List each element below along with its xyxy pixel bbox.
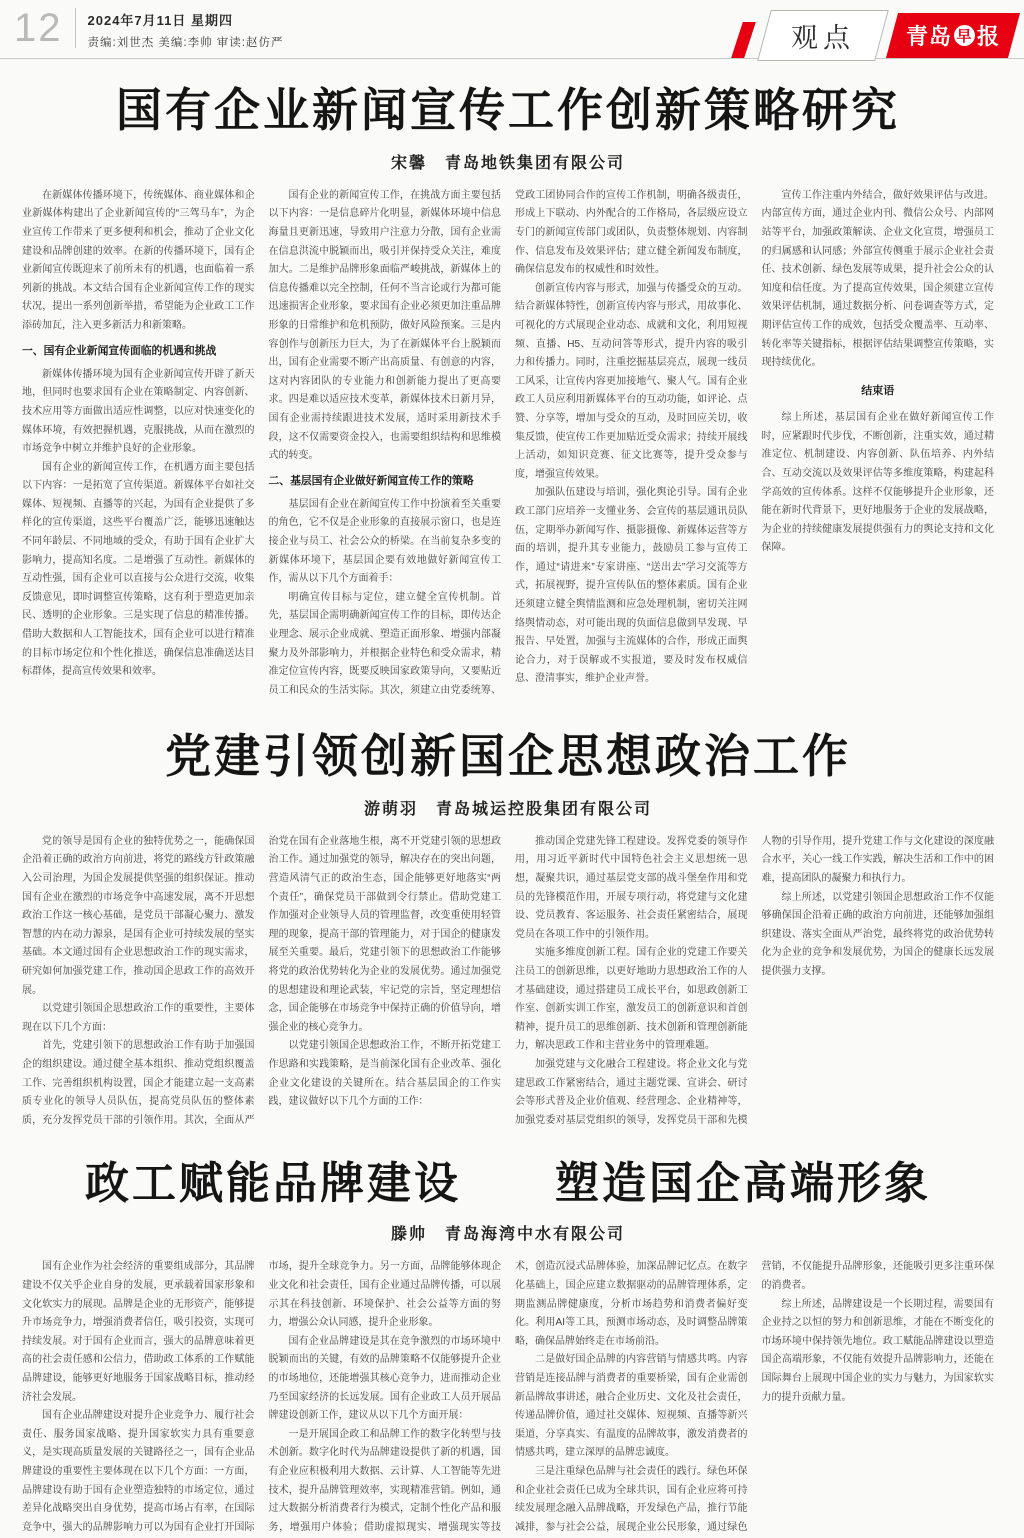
article-3-title: 政工赋能品牌建设 塑造国企高端形象 (85, 1158, 931, 1208)
header-left (10, 6, 283, 50)
body-paragraph: 首先，党建引领下的思想政治工作有助于加强国企的组织建设。通过健全基本组织、推动党组织覆盖工作、完善组织机构设置，国企才能建立起一支高素质专业化的领导人员队伍，提高党员队伍的整体素质，充分发挥党员干部的引领作用。其次，全面从严治党在国有企业落地生根，离不开党建引领的思想政治工作。通过加强党的领导，解决存在的突出问题，营造风清气正的政治生态，国企能够更好地落实“两个责任”，确保党员干部做到令行禁止。借助党建工作加强对企业领导人员的管理监督，改变重使用轻管理的现象，提高干部的管理能力，对于国企的健康发展至关重要。最后，党建引领下的思想政治工作能够将党的政治优势转化为企业的发展优势。通过加强党的思想建设和理论武装，牢记党的宗旨，坚定理想信念，国企能够在市场竞争中保持正确的价值导向，增强企业的核心竞争力。 (22, 835, 501, 1126)
page-number: 12 (14, 6, 63, 50)
body-paragraph: 综上所述，品牌建设是一个长期过程，需要国有企业持之以恒的努力和创新思维，才能在不断变化的市场环境中保持领先地位。政工赋能品牌建设以塑造国企高端形象，不仅能有效提升品牌影响力，还能在国际舞台上展现中国企业的实力与魅力，为国家软实力的提升贡献力量。 (761, 1298, 994, 1403)
article-2-body (22, 833, 994, 1131)
header-right (737, 10, 1014, 61)
article-1-title: 国有企业新闻宣传工作创新策略研究 (116, 85, 900, 136)
body-paragraph: 国有企业品牌建设对提升企业竞争力、履行社会责任、服务国家战略、提升国家软实力具有重要意义，是实现高质量发展的关键路径之一，国有企业品牌建设的重要性主要体现在以下几个方面：一方面，品牌建设有助于国有企业塑造独特的市场定位，通过差异化战略突出自身优势，提高市场占有率，在国际竞争中，强大的品牌影响力可以为国有企业打开国际市场，提升全球竞争力。另一方面，品牌能够体现企业文化和社会责任，国有企业通过品牌传播，可以展示其在科技创新、环境保护、社会公益等方面的努力，增强公众认同感，提升企业形象。 (22, 1261, 501, 1533)
masthead-text (906, 20, 1000, 51)
body-paragraph: 以党建引领国企思想政治工作的重要性，主要体现在以下几个方面： (22, 1003, 255, 1033)
masthead-text-post: 报 (976, 24, 1000, 49)
body-paragraph: 创新宣传内容与形式，加强与传播受众的互动。结合新媒体特性，创新宣传内容与形式，用故事化、可视化的方式展现企业动态、成就和文化，利用短视频、直播、H5、互动问答等形式，提升内容的吸引力和传播力。同时，注重挖掘基层亮点，展现一线员工风采，让宣传内容更加接地气、聚人气。国有企业政工人员应利用新媒体平台的互动功能，如评论、点赞、分享等，增加与受众的互动，及时回应关切，收集反馈，使宣传工作更加贴近受众需求；持续开展线上活动，如知识竞赛、征文比赛等，提升受众参与度，增强宣传效果。 (515, 282, 748, 480)
body-paragraph: 综上所述，基层国有企业在做好新闻宣传工作时，应紧跟时代步伐，不断创新，注重实效，通过精准定位、机制建设、内容创新、队伍培养、内外结合、互动交流以及效果评估等多维度策略，构建起科学高效的宣传体系。这样不仅能够提升企业形象，还能在新时代背景下，更好地服务于企业的发展战略，为企业的持续健康发展提供强有力的舆论支持和文化保障。 (761, 412, 994, 554)
article-3-byline: 滕帅 青岛海湾中水有限公司 (390, 1226, 625, 1244)
body-paragraph: 宣传工作注重内外结合，做好效果评估与改进。内部宣传方面，通过企业内刊、微信公众号、内部网站等平台，加强政策解读、企业文化宣贯，增强员工的归属感和认同感；外部宣传侧重于展示企业社会责任、技术创新、绿色发展等成果，提升社会公众的认知度和信任度。为了提高宣传效果，国企须建立宣传效果评估机制，通过数据分析、问卷调查等方式，定期评估宣传工作的成效，包括受众覆盖率、互动率、转化率等关键指标，根据评估结果调整宣传策略，实现持续优化。 (761, 189, 994, 369)
body-paragraph: 加强队伍建设与培训，强化舆论引导。国有企业政工部门应培养一支懂业务、会宣传的基层通讯员队伍，定期举办新闻写作、摄影摄像、新媒体运营等方面的培训，提升其专业能力，鼓励员工参与宣传工作，通过“请进来”专家讲座、“送出去”学习交流等方式，拓展视野，提升宣传队伍的整体素质。国有企业还须建立健全舆情监测和应急处理机制，密切关注网络舆情动态，对可能出现的负面信息做到早发现、早报告、早处置，加强与主流媒体的合作，形成正面舆论合力，对于误解或不实报道，要及时发布权威信息、澄清事实，维护企业声誉。 (515, 487, 748, 685)
edition-date: 2024年7月11日 星期四 (87, 13, 234, 28)
body-paragraph: 实施多维度创新工程。国有企业的党建工作要关注员工的创新思维，以更好地助力思想政治工作的人才基础建设，通过搭建员工成长平台，如思政创新工作室、创新实训工作室，激发员工的创新意识和首创精神，提升员工的思维创新、技术创新和管理创新能力，解决思政工作和主营业务中的管理难题。 (515, 947, 748, 1052)
body-paragraph: 党的领导是国有企业的独特优势之一，能确保国企沿着正确的政治方向前进，将党的路线方针政策融入公司治理，为国企发展提供坚强的组织保证。推动国有企业在激烈的市场竞争中高速发展，离不开思想政治工作这一核心基础，是党员干部凝心聚力、激发智慧的内在动力源泉，是国有企业可持续发展的坚实基础。本文通过国有企业思想政治工作的现实需求，研究如何加强党建工作，推动国企思政工作的高效开展。 (22, 835, 255, 996)
body-paragraph: 国有企业作为社会经济的重要组成部分，其品牌建设不仅关乎企业自身的发展，更承载着国家形象和文化软实力的展现。品牌是企业的无形资产，能够提升市场竞争力，增强消费者信任，吸引投资，实现可持续发展。对于国有企业而言，强大的品牌意味着更高的社会责任感和公信力，借助政工体系的工作赋能品牌建设，能够更好地服务于国家战略目标，推动经济社会发展。 (22, 1261, 255, 1403)
section-box (757, 10, 889, 61)
section-heading: 二、基层国有企业做好新闻宣传工作的策略 (268, 474, 474, 487)
body-paragraph: 国有企业的新闻宣传工作，在挑战方面主要包括以下内容：一是信息碎片化明显，新媒体环境中信息海量且更新迅速，导致用户注意力分散，国有企业需在信息洪流中脱颖而出，吸引并保持受众关注，难度加大。二是维护品牌形象面临严峻挑战，新媒体上的信息传播难以完全控制，任何不当言论或行为都可能迅速损害企业形象，要求国有企业必须更加注重品牌形象的日常维护和危机预防，做好风险预案。三是内容创作与创新压力巨大，为了在新媒体平台上脱颖而出，国有企业需要不断产出高质量、有创意的内容，这对内容团队的专业能力和创新能力提出了更高要求。四是难以适应技术变革，新媒体技术日新月异，国有企业需持续跟进技术发展，适时采用新技术手段，这不仅需要资金投入，也需要组织结构和思维模式的转变。 (268, 189, 501, 462)
body-paragraph: 基层国有企业在新闻宣传工作中扮演着至关重要的角色，它不仅是企业形象的直接展示窗口，也是连接企业与员工、社会公众的桥梁。在当前复杂多变的新媒体环境下，基层国企要有效地做好新闻宣传工作，需从以下几个方面着手： (268, 498, 501, 585)
article-1-byline: 宋馨 青岛地铁集团有限公司 (390, 154, 625, 172)
header-meta (76, 6, 284, 50)
body-paragraph: 三是注重绿色品牌与社会责任的践行。绿色环保和企业社会责任已成为全球共识，国有企业应将可持续发展理念融入品牌战略，开发绿色产品，推行节能减排，参与社会公益，展现企业公民形象，通过绿色营销，不仅能提升品牌形象，还能吸引更多注重环保的消费者。 (515, 1261, 994, 1533)
body-paragraph: 在新媒体传播环境下，传统媒体、商业媒体和企业新媒体构建出了企业新闻宣传的“三驾马车”，为企业宣传工作带来了更多便利和机会，推动了企业文化建设和品牌创建的效率。在新的传播环境下，国有企业新闻宣传既迎来了前所未有的机遇，也面临着一系列新的挑战。本文结合国有企业新闻宣传工作的现实状况，提出一系列创新举措，希望能为企业政工工作添砖加瓦，注入更多新活力和新策略。 (22, 189, 255, 332)
article-3-body (22, 1258, 994, 1538)
editors-line: 责编:刘世杰 美编:李帅 审读:赵仿严 (87, 37, 284, 49)
body-paragraph: 推动国企党建先锋工程建设。发挥党委的领导作用，用习近平新时代中国特色社会主义思想统一思想，凝聚共识，通过基层党支部的战斗堡垒作用和党员的先锋模范作用，开展专项行动，将党建与文化建设、党员教育、客运服务、社会责任紧密结合，展现党员在各项工作中的引领作用。 (515, 835, 748, 940)
masthead-emblem: 早 (954, 25, 975, 46)
body-paragraph: 一是开展国企政工和品牌工作的数字化转型与技术创新。数字化时代为品牌建设提供了新的机遇，国有企业应积极利用大数据、云计算、人工智能等先进技术，提升品牌管理效率，实现精准营销。例如，通过大数据分析消费者行为模式，定制个性化产品和服务，增强用户体验；借助虚拟现实、增强现实等技术，创造沉浸式品牌体验，加深品牌记忆点。在数字化基础上，国企应建立数据驱动的品牌管理体系，定期监测品牌健康度，分析市场趋势和消费者偏好变化。利用AI等工具，预测市场动态，及时调整品牌策略，确保品牌始终走在市场前沿。 (268, 1261, 748, 1533)
section-label: 观点 (790, 23, 855, 53)
article-2 (0, 731, 1024, 1131)
body-paragraph: 综上所述，以党建引领国企思想政治工作不仅能够确保国企沿着正确的政治方向前进，还能够加强组织建设、落实全面从严治党，最终将党的政治优势转化为企业的竞争和发展优势，为国企的健康长远发展提供强力支撑。 (761, 891, 994, 977)
body-paragraph: 新媒体传播环境为国有企业新闻宣传开辟了新天地，但同时也要求国有企业在策略制定、内容创新、技术应用等方面做出适应性调整，以应对快速变化的媒体环境，有效把握机遇，克服挑战，从而在激烈的市场竞争中树立并维护良好的企业形象。 (22, 368, 255, 455)
masthead-logo (886, 13, 1020, 58)
section-heading: 一、国有企业新闻宣传面临的机遇和挑战 (22, 344, 217, 357)
article-2-byline: 游萌羽 青岛城运控股集团有限公司 (363, 800, 652, 818)
page-header (0, 0, 1024, 59)
body-paragraph: 以党建引领国企思想政治工作，不断开拓党建工作思路和实践策略，是当前深化国有企业改革、强化企业文化建设的关键所在。结合基层国企的工作实践，建议做好以下几个方面的工作： (268, 1040, 501, 1108)
article-1-body (22, 187, 994, 707)
red-slash-decoration (731, 22, 756, 58)
section-heading: 结束语 (861, 384, 895, 397)
body-paragraph: 国有企业的新闻宣传工作，在机遇方面主要包括以下内容：一是拓宽了宣传渠道。新媒体平台如社交媒体、短视频、直播等的兴起，为国有企业提供了多样化的宣传渠道，这些平台覆盖广泛，能够迅速触达不同年龄层、不同地域的受众，有助于国有企业扩大影响力，提高知名度。二是增强了互动性。新媒体的互动性强，国有企业可以直接与公众进行交流，收集反馈意见，即时调整宣传策略，这有利于塑造更加亲民、透明的企业形象。三是实现了信息的精准传播。借助大数据和人工智能技术，国有企业可以进行精准的目标市场定位和个性化推送，确保信息准确送达目标群体，提高宣传效果和效率。 (22, 461, 255, 678)
masthead-text-pre: 青岛 (905, 24, 952, 49)
body-paragraph: 加强党建与文化融合工程建设。将企业文化与党建思政工作紧密结合，通过主题党课、宣讲会、研讨会等形式普及企业价值观、经营理念、企业精神等，加强党委对基层党组织的领导，发挥党员干部和先模人物的引导作用，提升党建工作与文化建设的深度融合水平，关心一线工作实践，解决生活和工作中的困难，提高团队的凝聚力和执行力。 (515, 835, 994, 1126)
article-1 (0, 85, 1024, 707)
body-paragraph: 明确宣传目标与定位，建立健全宣传机制。首先，基层国企需明确新闻宣传工作的目标，即传达企业理念、展示企业成就、塑造正面形象、增强内部凝聚力及外部影响力，并根据企业特色和受众需求，精准定位宣传内容，既要反映国家政策导向，又要贴近员工和民众的生活实际。其次，须建立由党委统筹、党政工团协同合作的宣传工作机制，明确各级责任，形成上下联动、内外配合的工作格局，各层级应设立专门的新闻宣传部门或团队，负责整体规划、内容制作、信息发布及效果评估；建立健全新闻发布制度，确保信息发布的权威性和时效性。 (268, 189, 748, 696)
body-paragraph: 二是做好国企品牌的内容营销与情感共鸣。内容营销是连接品牌与消费者的重要桥梁，国有企业需创新品牌故事讲述，融合企业历史、文化及社会责任，传递品牌价值，通过社交媒体、短视频、直播等新兴渠道，分享真实、有温度的品牌故事，激发消费者的情感共鸣，建立深厚的品牌忠诚度。 (515, 1354, 748, 1459)
body-paragraph: 国有企业品牌建设是其在竞争激烈的市场环境中脱颖而出的关键，有效的品牌策略不仅能够提升企业的市场地位，还能增强其核心竞争力，进而推动企业乃至国家经济的长远发展。国有企业政工人员开展品牌建设创新工作，建议从以下几个方面开展： (268, 1335, 501, 1422)
article-2-title: 党建引领创新国企思想政治工作 (165, 730, 851, 782)
article-3 (0, 1159, 1024, 1538)
